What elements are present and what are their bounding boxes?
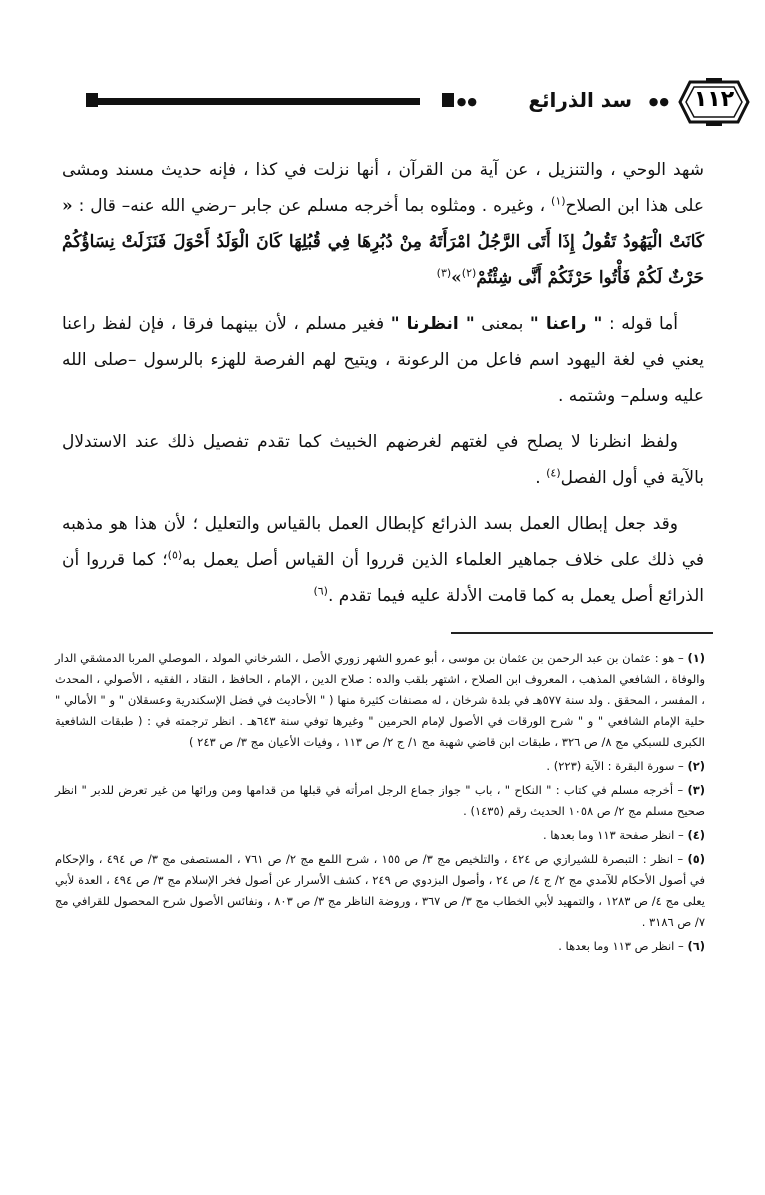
paragraph	[62, 152, 704, 296]
footnote-ref[interactable]: (٥)	[167, 548, 183, 562]
header-ornament-dots: ●●	[648, 95, 670, 108]
footnote-text: – أخرجه مسلم في كتاب : " النكاح " ، باب " جواز جماع الرجل امرأته في قبلها من قدامها ومن ورائها من غير تعرض للدبر " انظر صحيح مسلم مج ٢/ ص ١٠٥٨ الحديث رقم (١٤٣٥) .	[55, 783, 705, 818]
footnote-number: (٤)	[687, 828, 705, 842]
footnote	[55, 849, 705, 933]
footnote-number: (٣)	[687, 783, 706, 797]
paragraph	[62, 306, 704, 414]
keyword: " راعنا "	[529, 314, 603, 334]
text-span: .	[535, 468, 541, 488]
paragraph	[62, 424, 704, 496]
footnote-separator	[451, 632, 713, 634]
text-span: أما قوله :	[608, 314, 679, 334]
text-span: ولفظ انظرنا لا يصلح في لغتهم لغرضهم الخبيث كما تقدم تفصيل ذلك عند الاستدلال بالآية في أول الفصل	[62, 432, 704, 488]
footnote-number: (٢)	[687, 759, 705, 773]
footnote	[55, 756, 705, 777]
footnote-text: – انظر ص ١١٣ وما بعدها .	[558, 939, 684, 953]
footnote-number: (٦)	[687, 939, 705, 953]
running-title: سد الذرائع	[528, 88, 632, 112]
footnote-ref[interactable]: (٣)	[436, 266, 452, 280]
header-rule-bar	[90, 98, 420, 105]
footnote-ref[interactable]: (٢)	[461, 266, 477, 280]
footnote	[55, 936, 705, 957]
keyword: " انظرنا "	[390, 314, 475, 334]
text-span: ؛ كما قرروا أن الذرائع أصل يعمل به كما قامت الأدلة عليه فيما تقدم .	[62, 550, 704, 606]
quote-close: »	[451, 268, 462, 288]
text-span: وقد جعل إبطال العمل بسد الذرائع كإبطال العمل بالقياس والتعليل ؛ لأن هذا هو مذهبه في ذلك على خلاف جماهير العلماء الذين قرروا أن القياس أصل يعمل به	[62, 514, 704, 570]
header-bar-square	[86, 93, 98, 107]
text-span: ، وغيره . ومثلوه بما أخرجه مسلم عن جابر –رضي الله عنه– قال :	[78, 196, 546, 216]
paragraph	[62, 506, 704, 614]
quran-quote: « كَانَتْ الْيَهُودُ تَقُولُ إِذَا أَتَى الرَّجُلُ امْرَأَتَهُ مِنْ دُبُرِهَا فِي قُبُلِهَا كَانَ الْوَلَدُ أَحْوَلَ فَنَزَلَتْ نِسَاؤُكُمْ حَرْثٌ لَكُمْ فَأْتُوا حَرْثَكُمْ أَنَّى شِئْتُمْ	[62, 196, 704, 288]
footnote	[55, 825, 705, 846]
page-number-badge	[678, 78, 750, 126]
footnote	[55, 648, 705, 753]
footnote-number: (١)	[687, 651, 706, 665]
page-number: ١١٢	[693, 87, 735, 112]
footnote-text: – انظر صفحة ١١٣ وما بعدها .	[542, 828, 684, 842]
text-span: فغير مسلم ، لأن بينهما فرقا ، فإن لفظ راعنا يعني في لغة اليهود اسم فاعل من الرعونة ، ويتيح لهم الفرصة للهزء بالرسول –صلى الله عليه وسلم– وشتمه .	[62, 314, 704, 406]
page-header	[60, 78, 750, 128]
footnote-text: – سورة البقرة : الآية (٢٢٣) .	[546, 759, 684, 773]
header-ornament-dots: ●●	[456, 95, 478, 108]
text-span: شهد الوحي ، والتنزيل ، عن آية من القرآن ، أنها نزلت في كذا ، فإنه حديث مسند ومشى على هذا ابن الصلاح	[62, 160, 705, 216]
main-text	[62, 152, 704, 624]
footnote-number: (٥)	[687, 852, 706, 866]
header-bar-square	[442, 93, 454, 107]
footnote	[55, 780, 705, 822]
footnotes	[55, 648, 705, 960]
footnote-text: – انظر : التبصرة للشيرازي ص ٤٢٤ ، والتلخيص مج ٣/ ص ١٥٥ ، شرح اللمع مج ٢/ ص ٧٦١ ، المستصفى مج ٣/ ص ٤٩٤ ، والإحكام في أصول الأحكام للآمدي مج ٢/ ج ٤/ ص ٢٤ ، وأصول البزدوي ص ٢٤٩ ، كشف الأسرار عن أصول فخر الإسلام مج ٣/ ص ٤٩٤ ، العدة لأبي يعلى مج ٤/ ص ١٢٨٣ ، والتمهيد لأبي الخطاب مج ٣/ ص ٣٦٧ ، وروضة الناظر مج ٣/ ص ٨٠٣ ، ونفائس الأصول شرح المحصول للقرافي مج ٧/ ص ٣١٨٦ .	[55, 852, 706, 929]
footnote-text: – هو : عثمان بن عبد الرحمن بن عثمان بن موسى ، أبو عمرو الشهر زوري الأصل ، الشرخاني المولد ، الموصلي المربا الدمشقي الدار والوفاة ، الشافعي المذهب ، المعروف ابن الصلاح ، اشتهر بلقب والده : صلاح الدين ، الإمام ، الحافظ ، النقاد ، الفقيه ، الأصولي ، المحدث ، المفسر ، المحقق . ولد سنة ٥٧٧هـ في بلدة شرخان ، له مصنفات كثيرة منها ( " الأحاديث في فضل الإسكندرية وعسقلان " و " الأمالي " حلية الإمام الشافعي " و " شرح الورقات في الأصول لإمام الحرمين " وغيرها توفي سنة ٦٤٣هـ . انظر ترجمته في : ( طبقات الشافعية الكبرى للسبكي مج ٨/ ص ٣٢٦ ، طبقات ابن قاضي شهبة مج ١/ ج ٢/ ص ١١٣ ، وفيات الأعيان مج ٣/ ص ٢٤٣ )	[55, 651, 706, 749]
footnote-ref[interactable]: (٦)	[313, 584, 328, 598]
text-span: بمعنى	[481, 314, 524, 334]
footnote-ref[interactable]: (١)	[551, 194, 566, 208]
footnote-ref[interactable]: (٤)	[546, 466, 561, 480]
